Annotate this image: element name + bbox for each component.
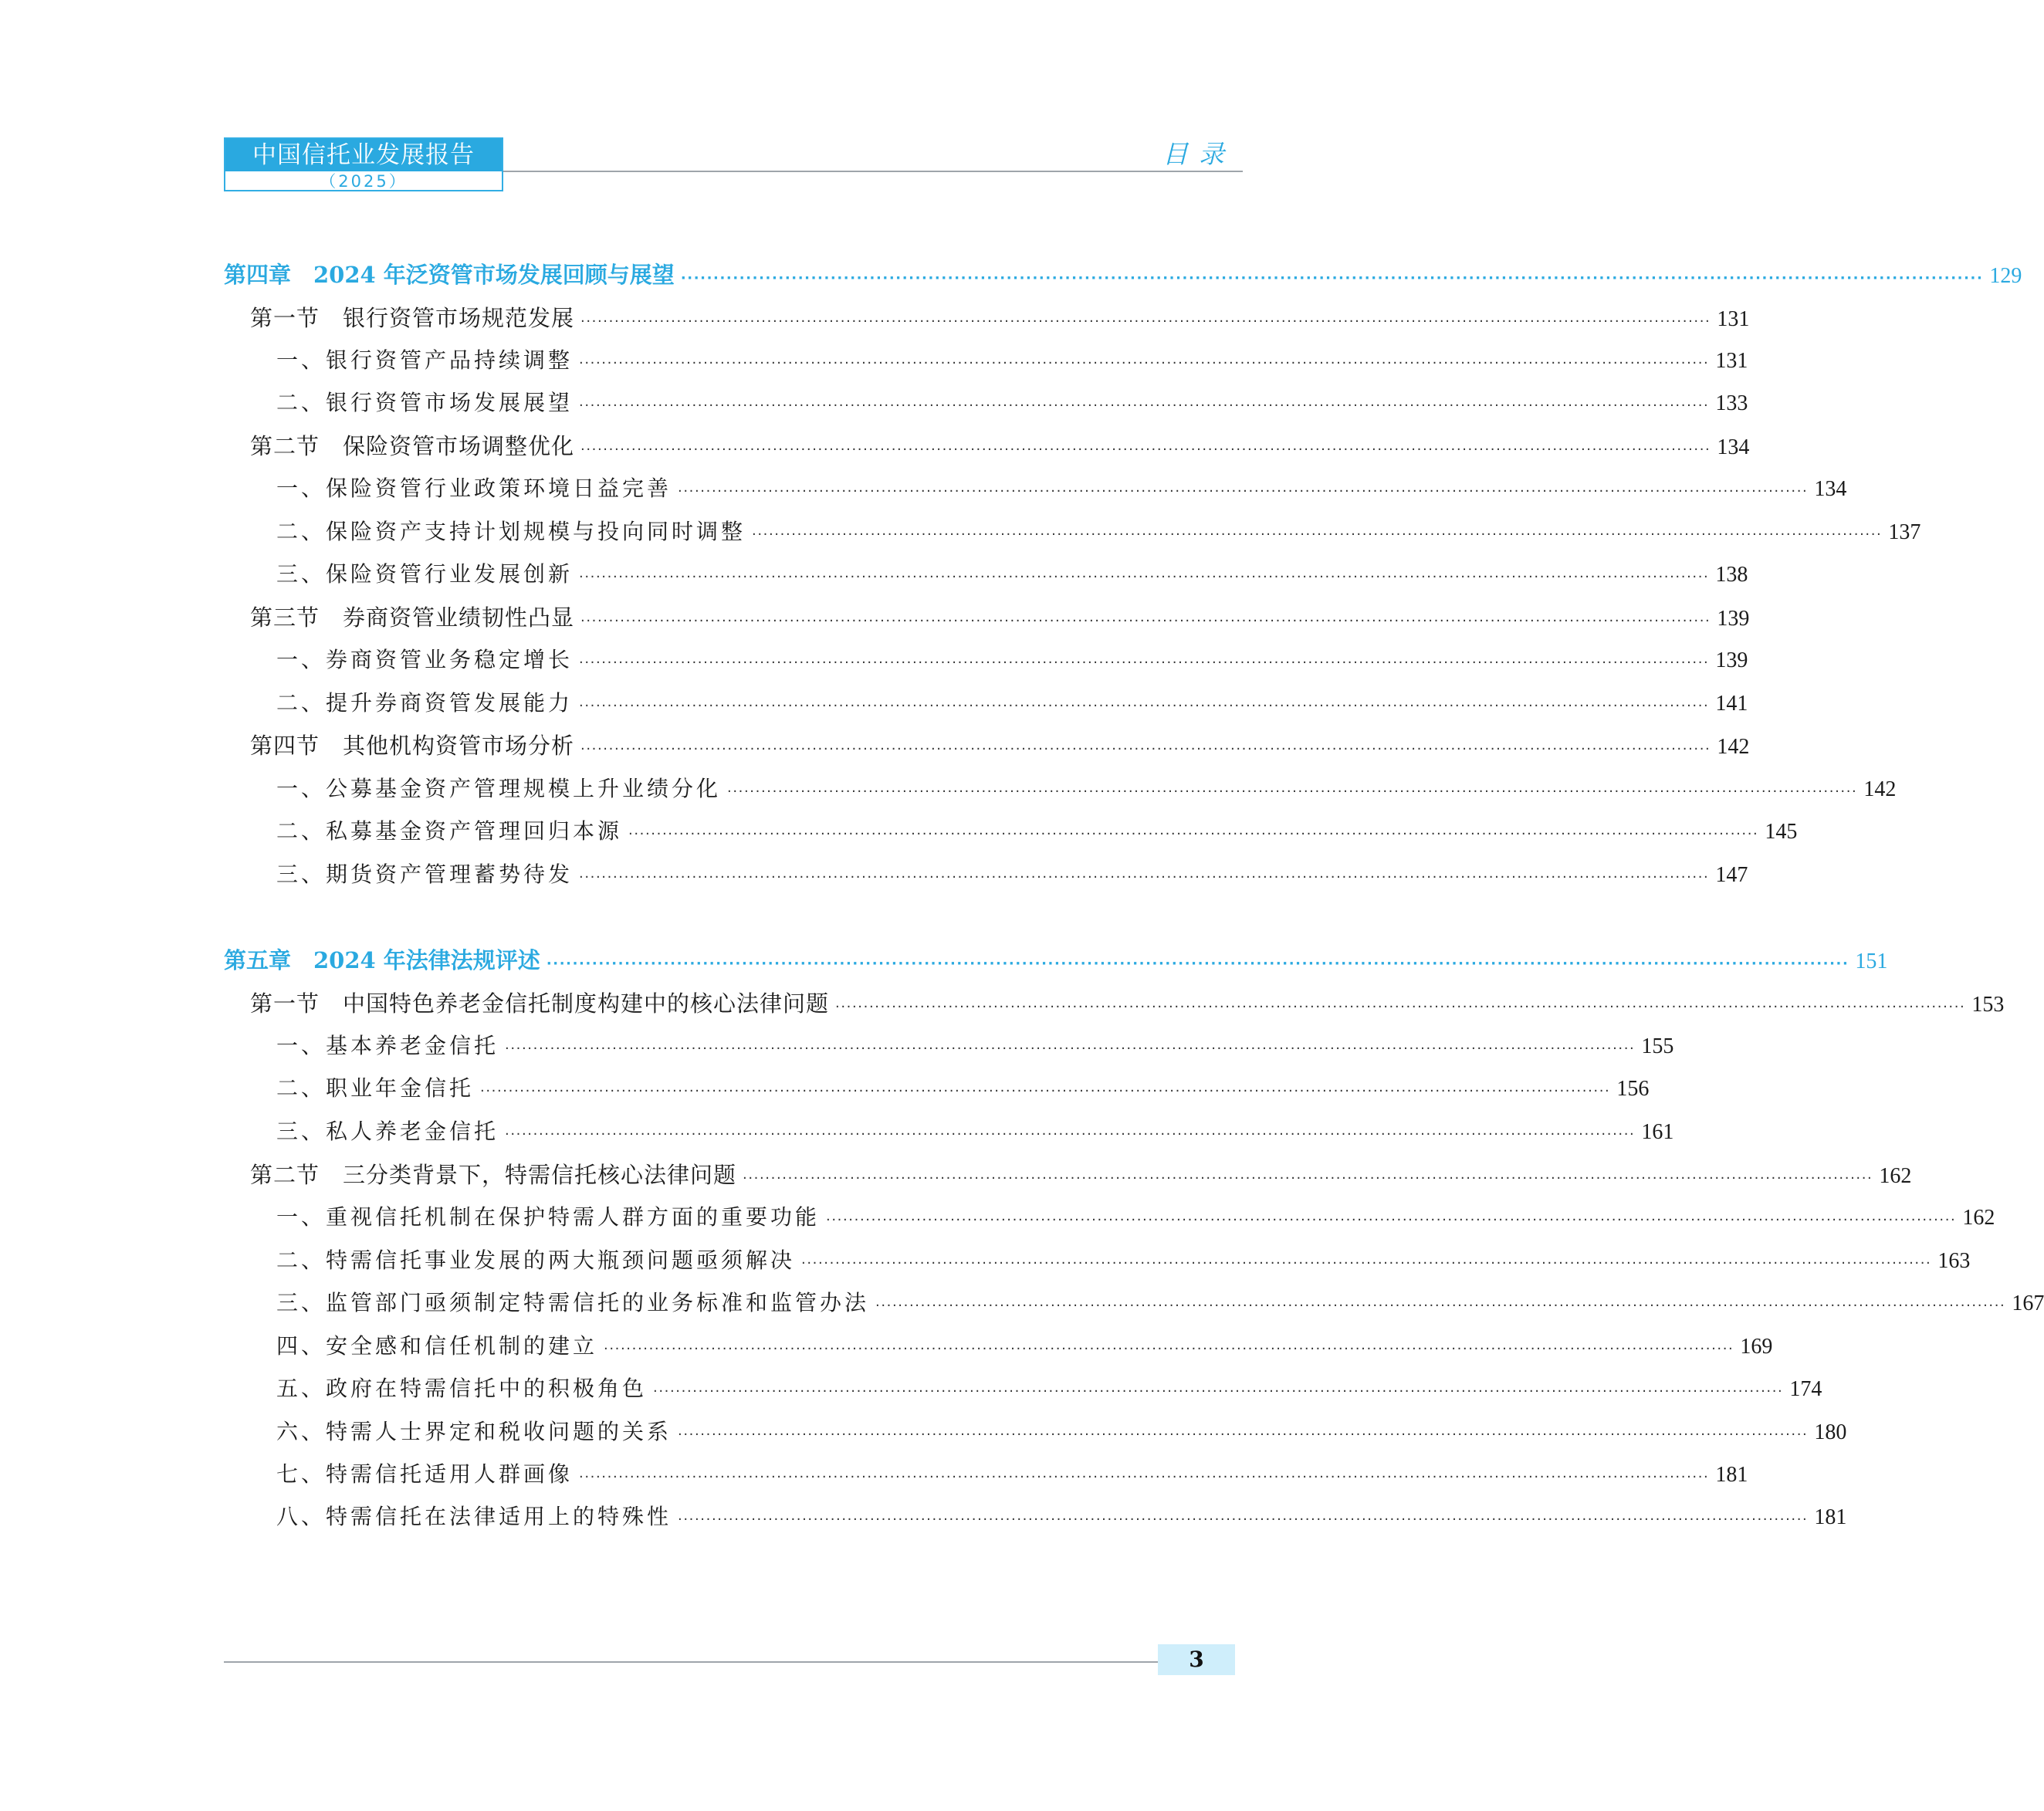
toc-entry-page: 181 [1814, 1505, 1847, 1529]
dot-leader: ········································································································································································································ [678, 483, 1809, 499]
toc-entry-title: 第五章 2024 年法律法规评述 [224, 947, 540, 973]
header-rule [503, 171, 1243, 172]
dot-leader: ········································································································································································································ [875, 1298, 2006, 1314]
toc-entry-page: 181 [1715, 1463, 1748, 1487]
toc-entry-page: 134 [1814, 477, 1847, 501]
toc-item-row[interactable] [224, 1372, 1822, 1407]
toc-entry-page: 141 [1715, 692, 1748, 716]
toc-entry-page: 151 [1855, 950, 1888, 973]
dot-leader: ········································································································································································································ [579, 1469, 1710, 1485]
toc-item-row[interactable] [224, 686, 1748, 722]
dot-leader: ········································································································································································································ [579, 569, 1710, 585]
toc-entry-page: 134 [1717, 435, 1750, 459]
toc-entry-page: 162 [1879, 1164, 1912, 1188]
toc-entry-title: 第四节 其他机构资管市场分析 [250, 733, 575, 759]
toc-entry-page: 129 [1989, 264, 2022, 288]
toc-entry-title: 第二节 保险资管市场调整优化 [250, 433, 575, 459]
toc-item-row[interactable] [224, 1329, 1773, 1365]
toc-entry-title: 七、特需信托适用人群画像 [276, 1461, 574, 1487]
toc-item-row[interactable] [224, 643, 1748, 679]
section-label: 目录 [1162, 139, 1235, 169]
toc-entry-page: 161 [1641, 1120, 1674, 1144]
dot-leader: ········································································································································································································ [680, 270, 1984, 286]
toc-entry-title: 二、银行资管市场发展展望 [276, 390, 574, 415]
toc-entry-title: 二、职业年金信托 [276, 1075, 475, 1101]
toc-entry-title: 二、私募基金资产管理回归本源 [276, 818, 623, 844]
dot-leader: ········································································································································································································ [579, 698, 1710, 714]
dot-leader: ········································································································································································································ [678, 1511, 1809, 1528]
dot-leader: ········································································································································································································ [835, 999, 1966, 1015]
toc-entry-page: 169 [1740, 1335, 1773, 1359]
toc-item-row[interactable] [224, 1500, 1847, 1535]
toc-entry-title: 第一节 银行资管市场规范发展 [250, 305, 575, 331]
toc-item-row[interactable] [224, 386, 1748, 421]
dot-leader: ········································································································································································································ [580, 313, 1711, 330]
dot-leader: ········································································································································································································ [653, 1383, 1784, 1400]
toc-entry-title: 一、公募基金资产管理规模上升业绩分化 [276, 776, 722, 801]
toc-entry-page: 139 [1715, 648, 1748, 672]
toc-item-row[interactable] [224, 1200, 1995, 1236]
toc-entry-title: 三、期货资产管理蓄势待发 [276, 861, 574, 887]
dot-leader: ········································································································································································································ [752, 526, 1883, 543]
toc-entry-title: 六、特需人士界定和税收问题的关系 [276, 1419, 672, 1444]
toc-item-row[interactable] [224, 814, 1798, 850]
toc-entry-title: 五、政府在特需信托中的积极角色 [276, 1376, 648, 1401]
dot-leader: ········································································································································································································ [678, 1427, 1809, 1443]
toc-entry-title: 三、私人养老金信托 [276, 1119, 499, 1144]
toc-entry-title: 一、基本养老金信托 [276, 1033, 499, 1058]
toc-entry-title: 二、提升券商资管发展能力 [276, 690, 574, 716]
toc-entry-title: 二、保险资产支持计划规模与投向同时调整 [276, 519, 746, 544]
dot-leader: ········································································································································································································ [579, 355, 1710, 371]
book-title: 中国信托业发展报告 [225, 139, 502, 171]
toc-entry-title: 四、安全感和信任机制的建立 [276, 1333, 598, 1359]
toc-entry-page: 155 [1641, 1034, 1674, 1058]
toc-entry-page: 133 [1715, 391, 1748, 415]
dot-leader: ········································································································································································································ [801, 1255, 1932, 1271]
toc-item-row[interactable] [224, 1457, 1748, 1493]
toc-entry-page: 139 [1717, 607, 1750, 631]
dot-leader: ········································································································································································································ [505, 1126, 1636, 1142]
toc-entry-title: 八、特需信托在法律适用上的特殊性 [276, 1504, 672, 1529]
toc-entry-title: 第三节 券商资管业绩韧性凸显 [250, 604, 575, 631]
dot-leader: ········································································································································································································ [826, 1212, 1957, 1228]
toc-entry-page: 153 [1971, 993, 2005, 1017]
dot-leader: ········································································································································································································ [727, 784, 1858, 800]
toc-section-row[interactable] [224, 987, 2005, 1022]
toc-entry-page: 137 [1888, 520, 1921, 544]
toc-entry-title: 一、银行资管产品持续调整 [276, 347, 574, 373]
toc-section-row[interactable] [224, 601, 1750, 636]
toc-entry-page: 131 [1717, 307, 1750, 331]
toc-item-row[interactable] [224, 1029, 1674, 1065]
toc-item-row[interactable] [224, 344, 1748, 379]
toc-entry-title: 第一节 中国特色养老金信托制度构建中的核心法律问题 [250, 990, 830, 1017]
toc-entry-page: 142 [1863, 777, 1897, 801]
dot-leader: ········································································································································································································ [579, 655, 1710, 671]
toc-entry-page: 145 [1765, 820, 1798, 844]
toc-item-row[interactable] [224, 1115, 1674, 1150]
toc-entry-title: 一、重视信托机制在保护特需人群方面的重要功能 [276, 1204, 821, 1230]
toc-item-row[interactable] [224, 1415, 1847, 1450]
toc-entry-page: 138 [1715, 563, 1748, 587]
dot-leader: ········································································································································································································ [580, 741, 1711, 757]
toc-entry-page: 167 [2012, 1291, 2044, 1315]
dot-leader: ········································································································································································································ [579, 398, 1710, 414]
toc-entry-title: 三、监管部门亟须制定特需信托的业务标准和监管办法 [276, 1290, 870, 1315]
toc-entry-page: 162 [1962, 1206, 1995, 1230]
footer-rule [224, 1661, 1158, 1663]
dot-leader: ········································································································································································································ [580, 442, 1711, 458]
toc-entry-page: 131 [1715, 349, 1748, 373]
toc-section-row[interactable] [224, 429, 1750, 465]
toc-item-row[interactable] [224, 1071, 1650, 1107]
toc-entry-page: 180 [1814, 1420, 1847, 1444]
dot-leader: ········································································································································································································ [604, 1341, 1734, 1357]
dot-leader: ········································································································································································································ [580, 613, 1711, 629]
page-number: 3 [1158, 1644, 1235, 1675]
toc-item-row[interactable] [224, 772, 1897, 807]
toc-item-row[interactable] [224, 515, 1921, 550]
toc-chapter-row[interactable] [224, 258, 2022, 293]
toc-entry-title: 一、保险资管行业政策环境日益完善 [276, 476, 672, 501]
book-title-box [224, 137, 503, 191]
toc-entry-page: 163 [1937, 1249, 1971, 1273]
toc-item-row[interactable] [224, 1286, 2044, 1322]
book-year: （2025） [320, 172, 408, 191]
toc-entry-title: 第二节 三分类背景下，特需信托核心法律问题 [250, 1162, 737, 1188]
toc-entry-title: 二、特需信托事业发展的两大瓶颈问题亟须解决 [276, 1247, 796, 1273]
dot-leader: ········································································································································································································ [628, 826, 1759, 842]
toc-entry-title: 一、券商资管业务稳定增长 [276, 647, 574, 672]
toc-section-row[interactable] [224, 1158, 1912, 1193]
page-header [224, 137, 1243, 193]
toc-entry-page: 142 [1717, 735, 1750, 759]
dot-leader: ········································································································································································································ [579, 869, 1710, 885]
toc-entry-title: 第四章 2024 年泛资管市场发展回顾与展望 [224, 262, 675, 288]
toc-section-row[interactable] [224, 301, 1750, 337]
toc-item-row[interactable] [224, 1244, 1971, 1279]
toc-entry-page: 174 [1789, 1377, 1822, 1401]
toc-entry-title: 三、保险资管行业发展创新 [276, 561, 574, 587]
toc-section-row[interactable] [224, 729, 1750, 764]
dot-leader: ········································································································································································································ [505, 1041, 1636, 1057]
toc-entry-page: 147 [1715, 863, 1748, 887]
toc-item-row[interactable] [224, 472, 1847, 507]
toc-item-row[interactable] [224, 557, 1748, 593]
toc-chapter-row[interactable] [224, 943, 1888, 979]
dot-leader: ········································································································································································································ [743, 1170, 1873, 1186]
dot-leader: ········································································································································································································ [546, 956, 1849, 972]
toc-item-row[interactable] [224, 858, 1748, 893]
toc-entry-page: 156 [1616, 1077, 1650, 1101]
dot-leader: ········································································································································································································ [480, 1083, 1611, 1099]
